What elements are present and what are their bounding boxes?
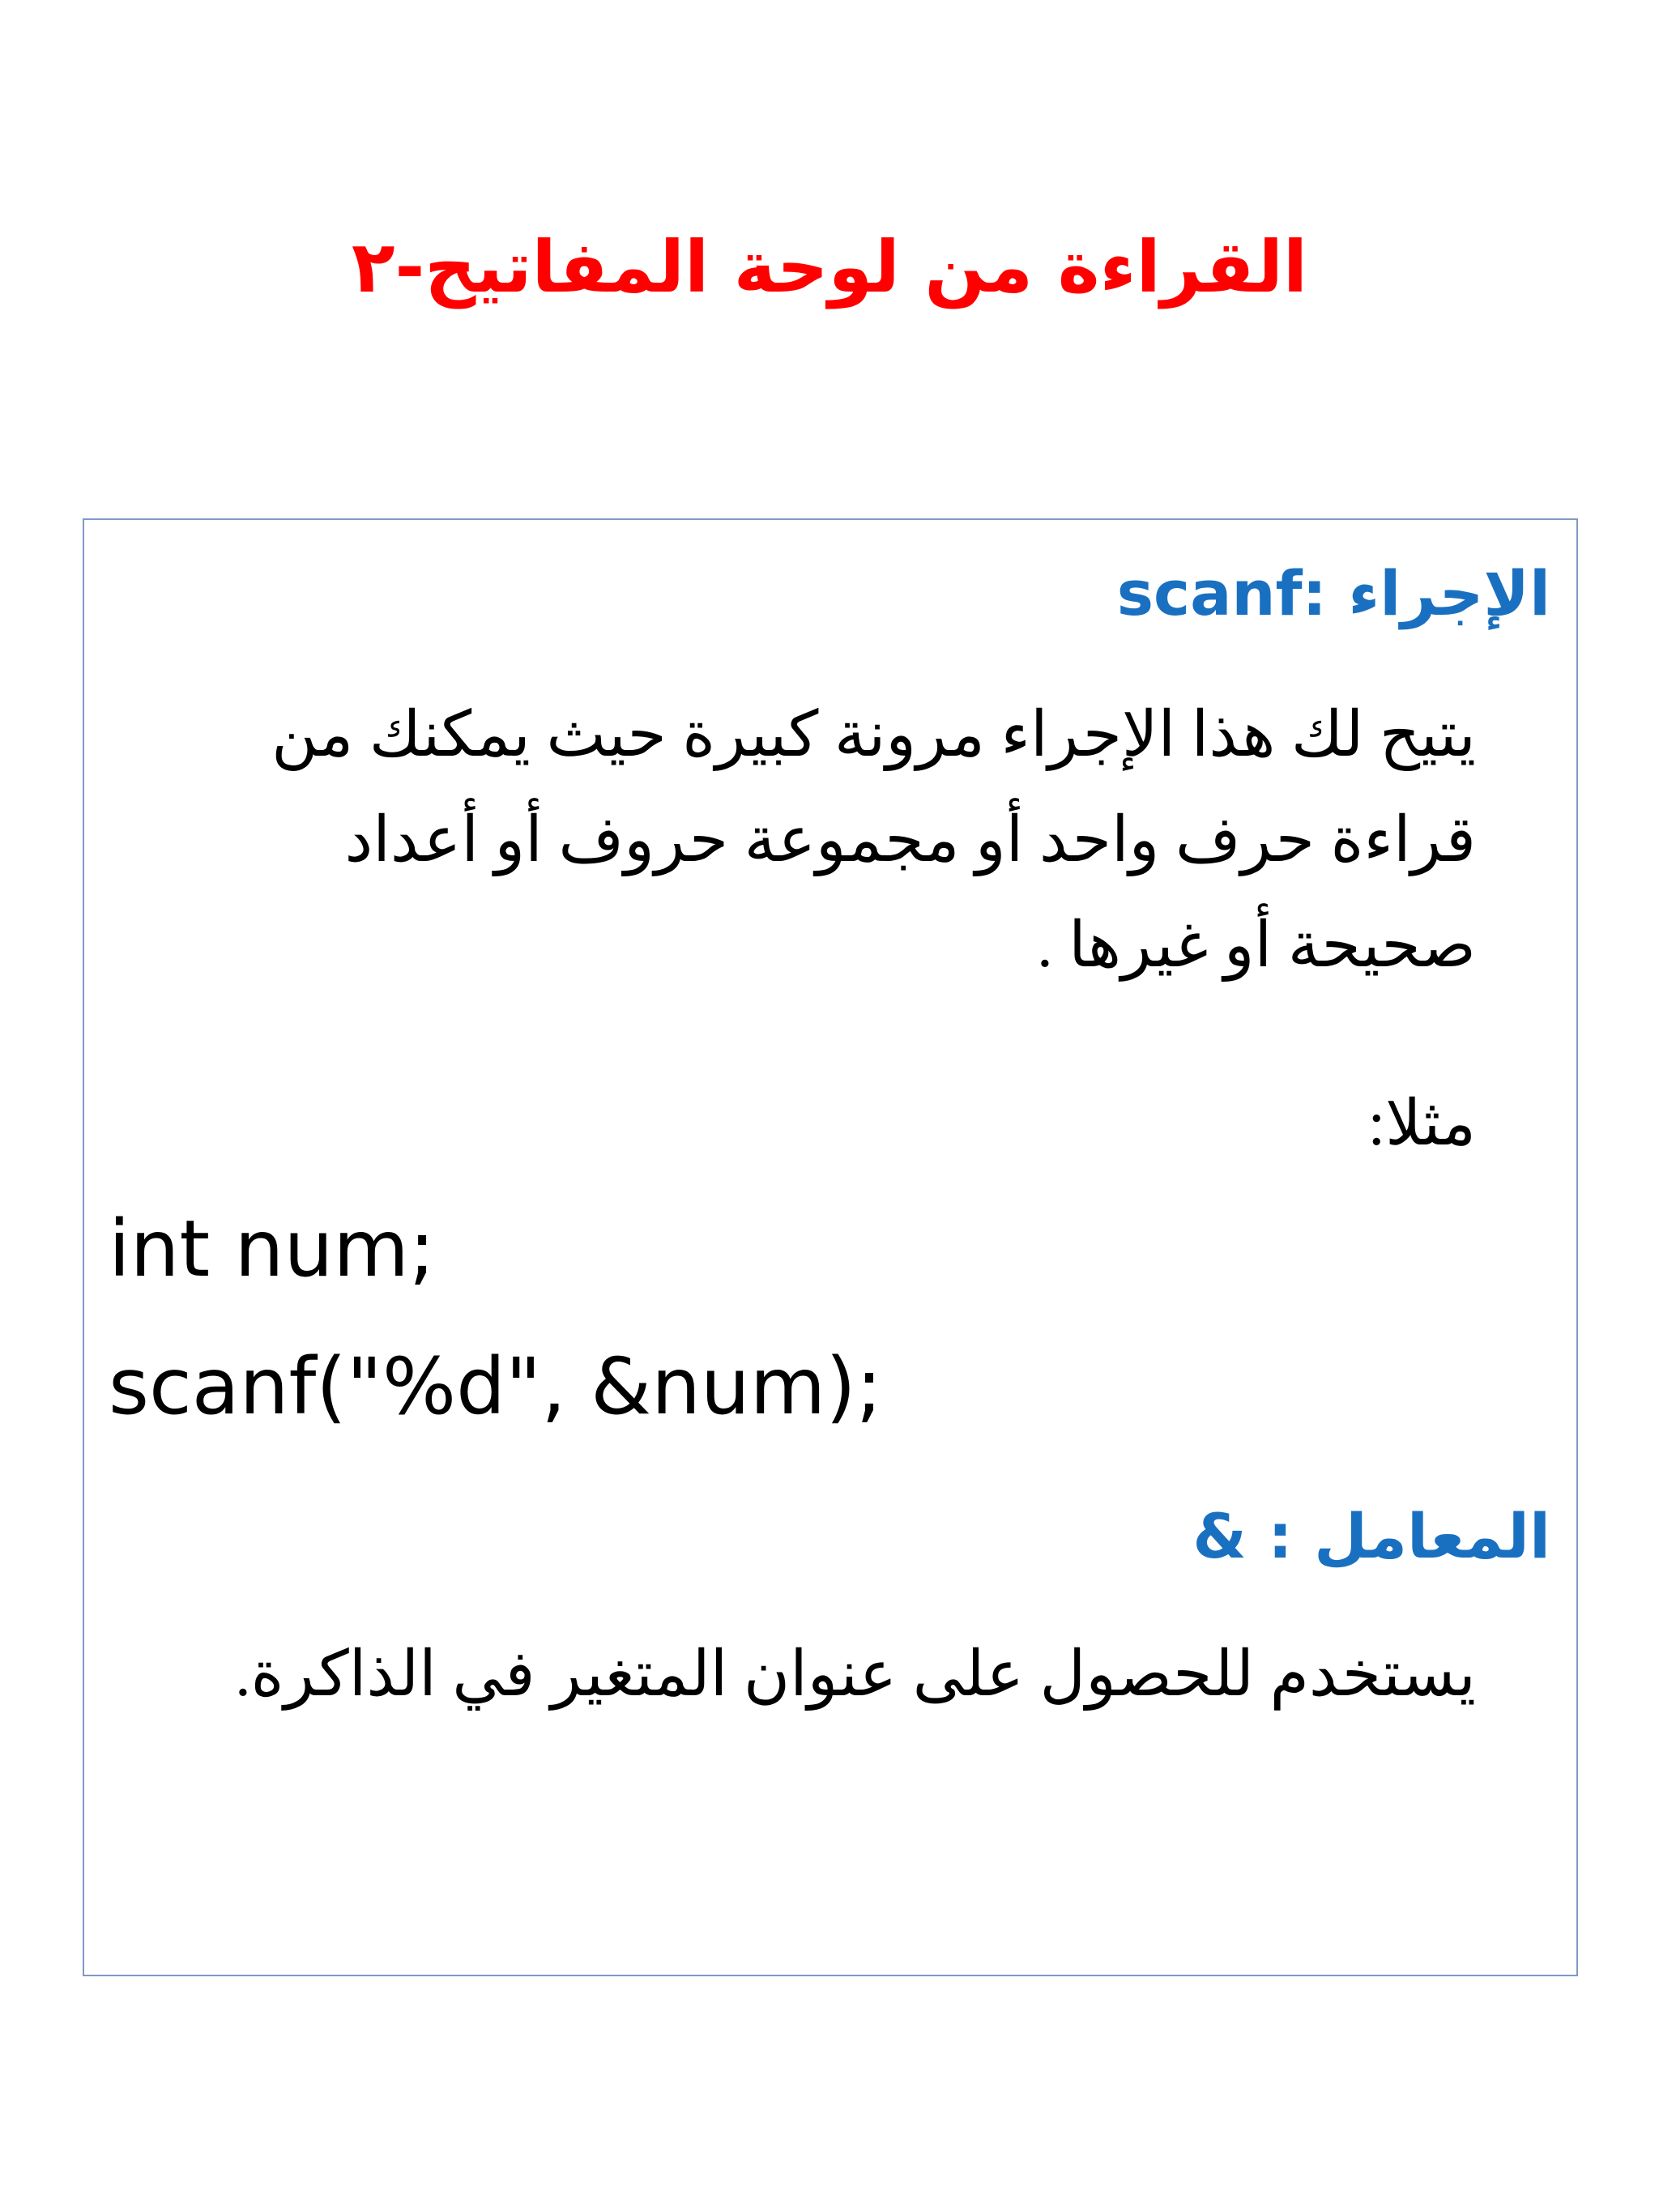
section-heading-scanf-arabic: الإجراء bbox=[1348, 557, 1550, 629]
code-line-declaration: int num; bbox=[109, 1204, 436, 1294]
section-heading-ampersand bbox=[1193, 1492, 1550, 1581]
section-heading-ampersand-arabic: المعامل bbox=[1314, 1500, 1550, 1572]
example-label: مثلا: bbox=[1367, 1088, 1476, 1158]
section-heading-scanf bbox=[1117, 549, 1550, 638]
section-heading-scanf-code: scanf: bbox=[1116, 557, 1327, 629]
page-title: القراءة من لوحة المفاتيح-٢ bbox=[351, 225, 1308, 309]
ampersand-description: يستخدم للحصول على عنوان المتغير في الذاكرة. bbox=[235, 1639, 1476, 1709]
section-heading-ampersand-symbol: & : bbox=[1192, 1500, 1293, 1572]
content-box bbox=[83, 518, 1578, 1976]
scanf-description: يتيح لك هذا الإجراء مرونة كبيرة حيث يمكنك من قراءة حرف واحد أو مجموعة حروف أو أعداد صحيحة أو غيرها . bbox=[271, 699, 1476, 980]
code-line-scanf-call: scanf("%d", &num); bbox=[109, 1341, 883, 1432]
